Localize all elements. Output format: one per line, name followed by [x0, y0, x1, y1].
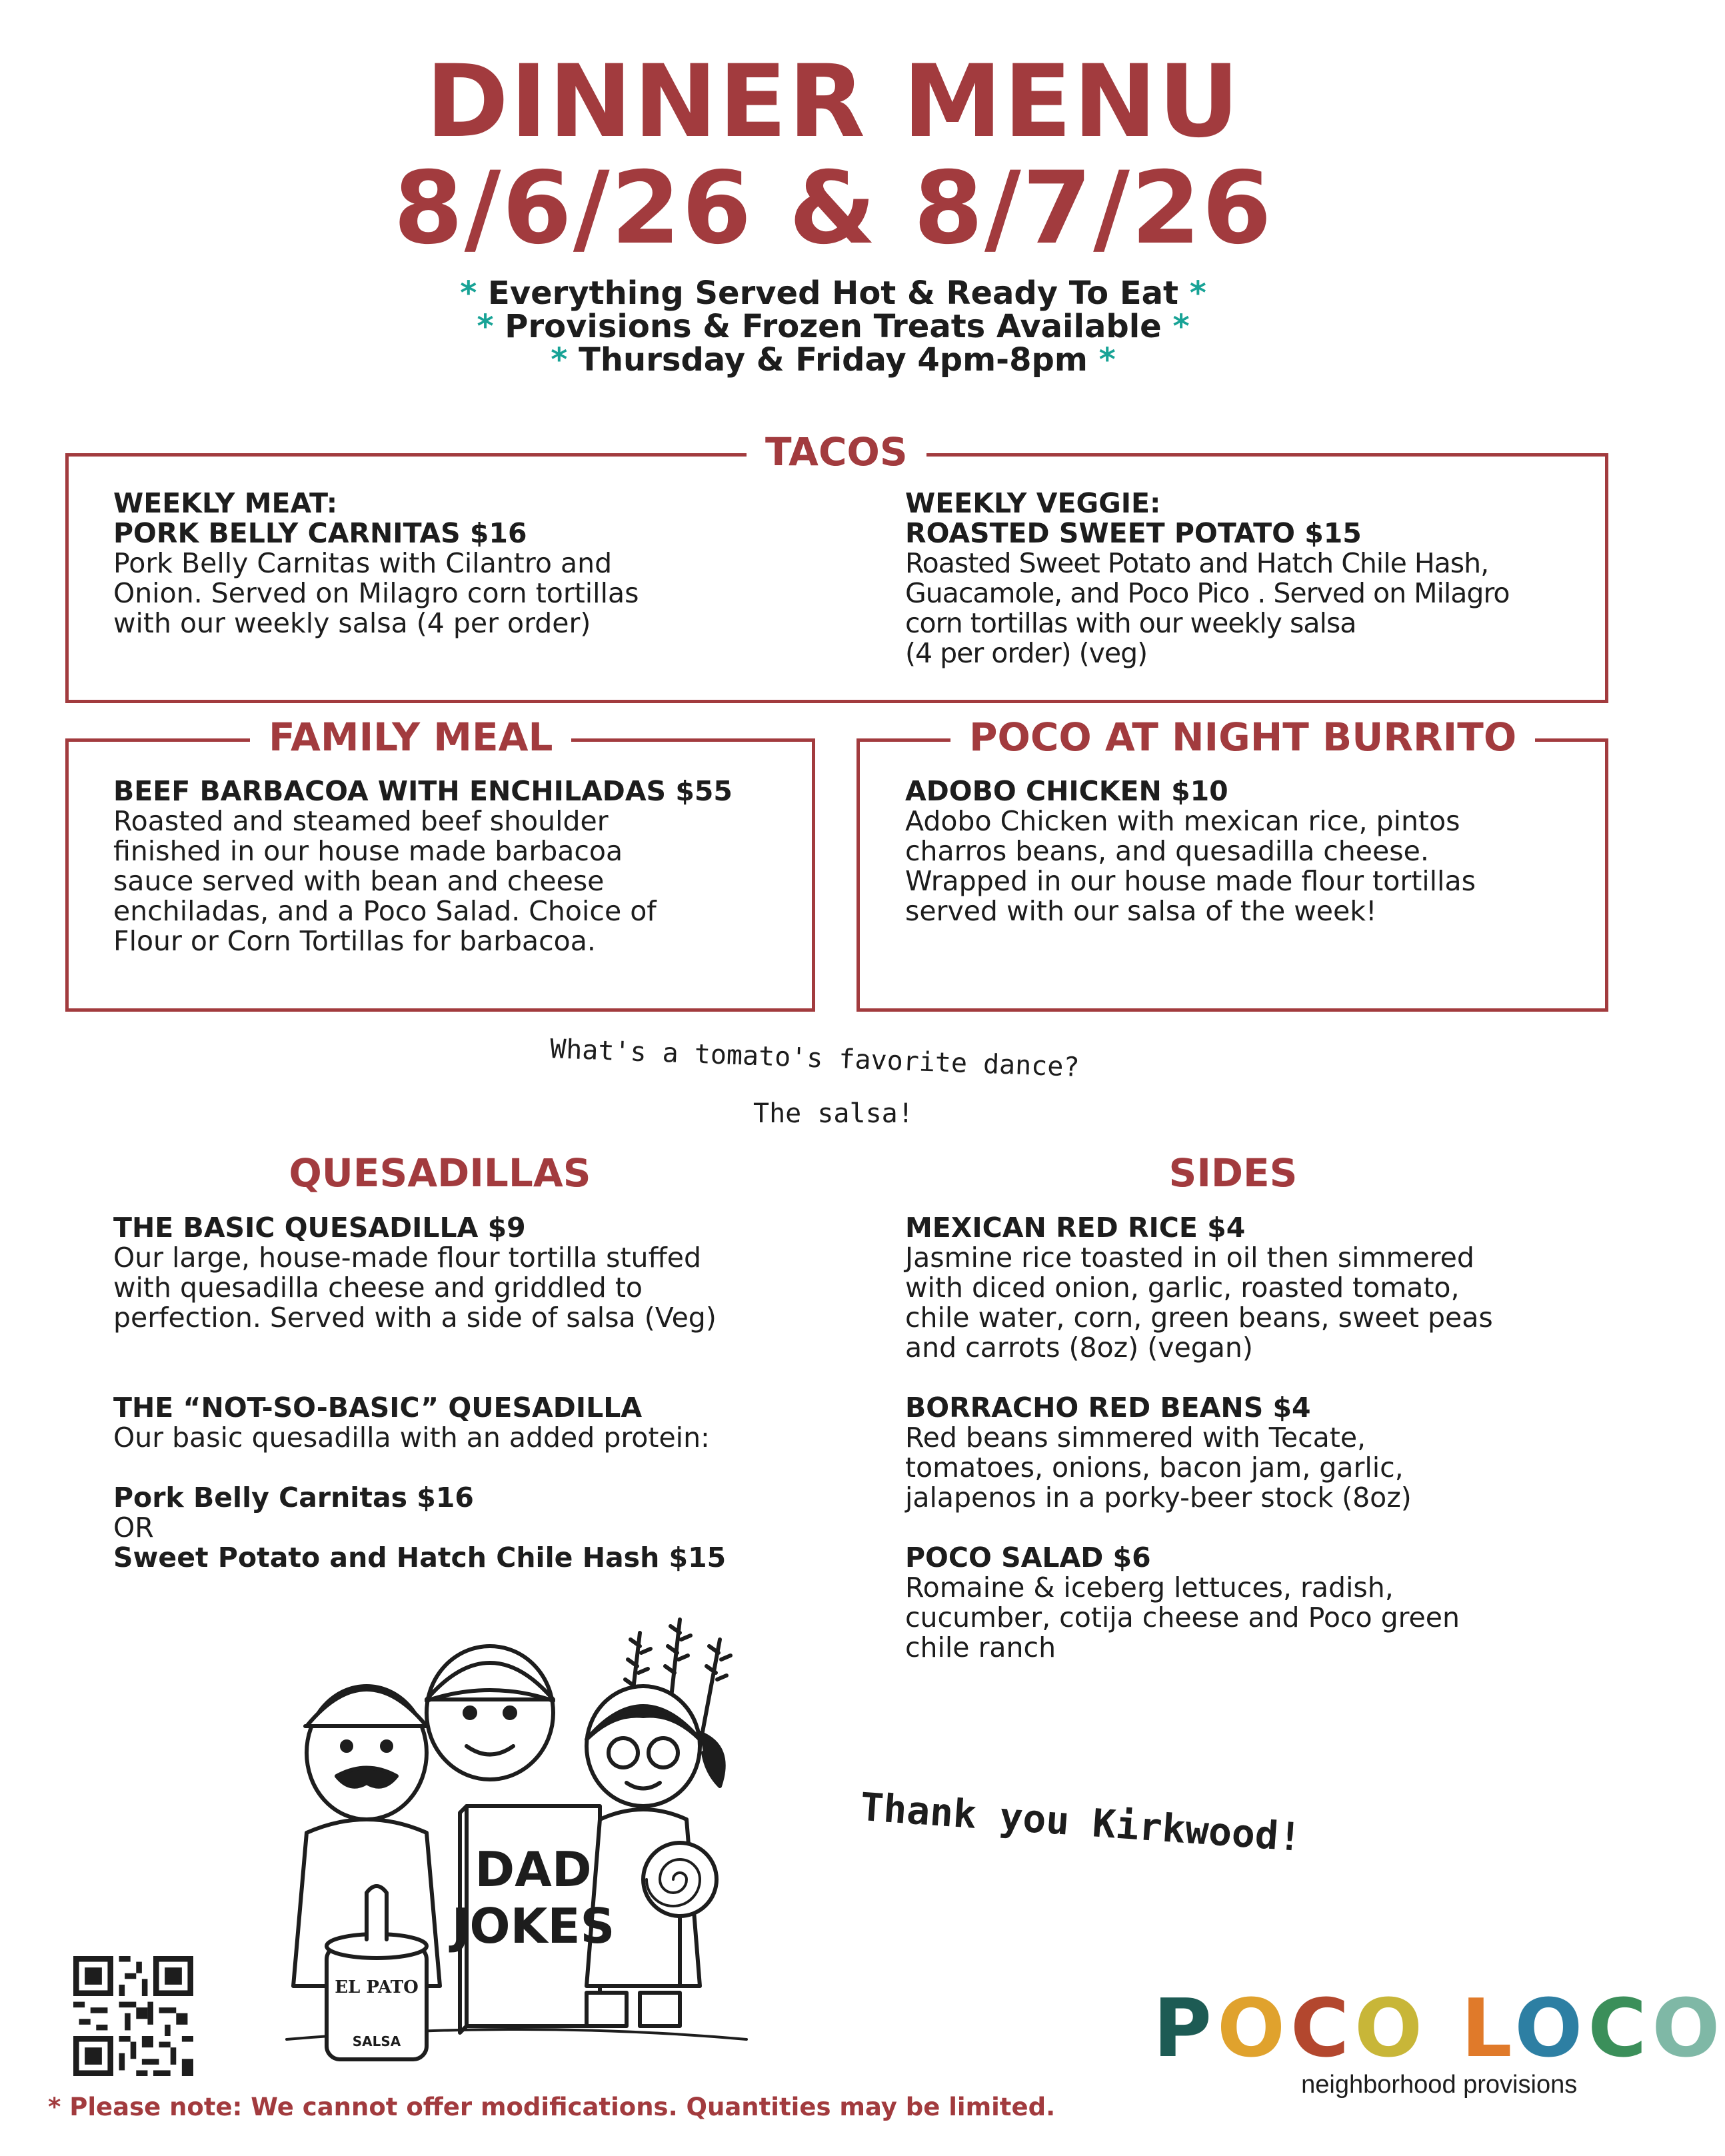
taco-meat-desc-1: Pork Belly Carnitas with Cilantro and [113, 547, 613, 579]
taco-veggie [905, 489, 1592, 668]
logo-letter-o3: O [1514, 1983, 1588, 2075]
can-label-line2: SALSA [352, 2033, 401, 2049]
burrito-heading: ADOBO CHICKEN $10 [905, 775, 1228, 807]
logo-letter-o4: O [1652, 1983, 1725, 2075]
quesadilla-option-carnitas: Pork Belly Carnitas $16 [113, 1482, 474, 1514]
side-salad-desc-3: chile ranch [905, 1631, 1056, 1663]
family-label: FAMILY MEAL [250, 716, 571, 758]
quesadilla-option-sweet-potato: Sweet Potato and Hatch Chile Hash $15 [113, 1542, 727, 1574]
taco-veggie-heading1: WEEKLY VEGGIE: [905, 487, 1161, 519]
logo-letter-c2: C [1588, 1983, 1652, 2075]
family-desc-4: enchiladas, and a Poco Salad. Choice of [113, 895, 657, 927]
can-label-line1: EL PATO [335, 1977, 419, 1997]
page-title: DINNER MENU [425, 44, 1241, 160]
logo-letter-o1: O [1216, 1983, 1290, 2075]
side-salad-desc-1: Romaine & iceberg lettuces, radish, [905, 1572, 1394, 1604]
side-beans [905, 1393, 1612, 1513]
side-rice [905, 1213, 1612, 1363]
thank-you-note: Thank you Kirkwood! [859, 1783, 1304, 1861]
taco-meat-desc-3: with our weekly salsa (4 per order) [113, 607, 591, 639]
poco-loco-logo [1153, 1983, 1725, 2099]
side-beans-desc-3: jalapenos in a porky-beer stock (8oz) [905, 1482, 1412, 1514]
book-title-line1: DAD [475, 1841, 592, 1897]
quesadilla-basic-desc-1: Our large, house-made flour tortilla stuffed [113, 1242, 702, 1274]
side-rice-desc-3: chile water, corn, green beans, sweet peas [905, 1302, 1493, 1334]
qr-code[interactable] [73, 1956, 193, 2076]
sides-label: SIDES [1168, 1150, 1298, 1196]
joke-question: What's a tomato's favorite dance? [549, 1034, 1080, 1083]
taco-veggie-desc-3: corn tortillas with our weekly salsa [905, 607, 1356, 639]
side-rice-heading: MEXICAN RED RICE $4 [905, 1212, 1246, 1244]
header-note-2: * Provisions & Frozen Treats Available * [477, 308, 1190, 345]
side-salad-desc-2: cucumber, cotija cheese and Poco green [905, 1602, 1460, 1633]
family-desc-1: Roasted and steamed beef shoulder [113, 805, 609, 837]
quesadilla-basic-desc-3: perfection. Served with a side of salsa (Veg) [113, 1302, 717, 1334]
book-title-line2: JOKES [451, 1898, 615, 1954]
taco-meat-heading2: PORK BELLY CARNITAS $16 [113, 517, 527, 549]
burrito-desc-2: charros beans, and quesadilla cheese. [905, 835, 1429, 867]
taco-meat-desc-2: Onion. Served on Milagro corn tortillas [113, 577, 639, 609]
header-note-1: * Everything Served Hot & Ready To Eat * [460, 275, 1206, 312]
dad-jokes-illustration [267, 1613, 767, 2079]
logo-letter-p: P [1153, 1983, 1217, 2075]
side-beans-desc-2: tomatoes, onions, bacon jam, garlic, [905, 1452, 1404, 1484]
side-rice-desc-2: with diced onion, garlic, roasted tomato, [905, 1272, 1460, 1304]
logo-letter-l: L [1461, 1983, 1515, 2075]
family-meal [113, 776, 807, 956]
side-rice-desc-4: and carrots (8oz) (vegan) [905, 1332, 1253, 1364]
joke-answer: The salsa! [753, 1098, 914, 1129]
quesadilla-basic-desc-2: with quesadilla cheese and griddled to [113, 1272, 643, 1304]
family-desc-3: sauce served with bean and cheese [113, 865, 605, 897]
family-desc-5: Flour or Corn Tortillas for barbacoa. [113, 925, 596, 957]
family-desc-2: finished in our house made barbacoa [113, 835, 623, 867]
side-beans-heading: BORRACHO RED BEANS $4 [905, 1392, 1311, 1424]
side-salad-heading: POCO SALAD $6 [905, 1542, 1151, 1574]
taco-veggie-desc-4: (4 per order) (veg) [905, 637, 1148, 669]
family-heading: BEEF BARBACOA WITH ENCHILADAS $55 [113, 775, 733, 807]
logo-letter-c1: C [1290, 1983, 1355, 2075]
taco-meat [113, 489, 813, 638]
burrito [905, 776, 1598, 926]
footer-note: * Please note: We cannot offer modifications. Quantities may be limited. [48, 2093, 1056, 2121]
taco-veggie-desc-1: Roasted Sweet Potato and Hatch Chile Hash, [905, 547, 1489, 579]
quesadillas-label: QUESADILLAS [289, 1150, 591, 1196]
logo-letter-o2: O [1354, 1983, 1428, 2075]
burrito-desc-3: Wrapped in our house made flour tortillas [905, 865, 1476, 897]
taco-meat-heading1: WEEKLY MEAT: [113, 487, 338, 519]
taco-veggie-desc-2: Guacamole, and Poco Pico . Served on Milagro [905, 577, 1510, 609]
side-beans-desc-1: Red beans simmered with Tecate, [905, 1422, 1366, 1454]
quesadilla-notbasic-desc: Our basic quesadilla with an added protein: [113, 1422, 710, 1454]
logo-tagline: neighborhood provisions [1301, 2071, 1578, 2099]
quesadilla-notbasic [113, 1393, 847, 1573]
taco-veggie-heading2: ROASTED SWEET POTATO $15 [905, 517, 1362, 549]
header-note-3: * Thursday & Friday 4pm-8pm * [551, 341, 1116, 379]
burrito-desc-1: Adobo Chicken with mexican rice, pintos [905, 805, 1460, 837]
burrito-desc-4: served with our salsa of the week! [905, 895, 1377, 927]
quesadilla-basic [113, 1213, 847, 1333]
side-rice-desc-1: Jasmine rice toasted in oil then simmered [905, 1242, 1474, 1274]
page-dates: 8/6/26 & 8/7/26 [393, 151, 1273, 267]
tacos-label: TACOS [747, 431, 926, 473]
quesadilla-basic-heading: THE BASIC QUESADILLA $9 [113, 1212, 526, 1244]
burrito-label: POCO AT NIGHT BURRITO [950, 716, 1535, 758]
side-salad [905, 1543, 1612, 1663]
quesadilla-notbasic-heading: THE “NOT-SO-BASIC” QUESADILLA [113, 1392, 643, 1424]
quesadilla-or: OR [113, 1512, 154, 1544]
logo-wordmark [1153, 1983, 1725, 2075]
